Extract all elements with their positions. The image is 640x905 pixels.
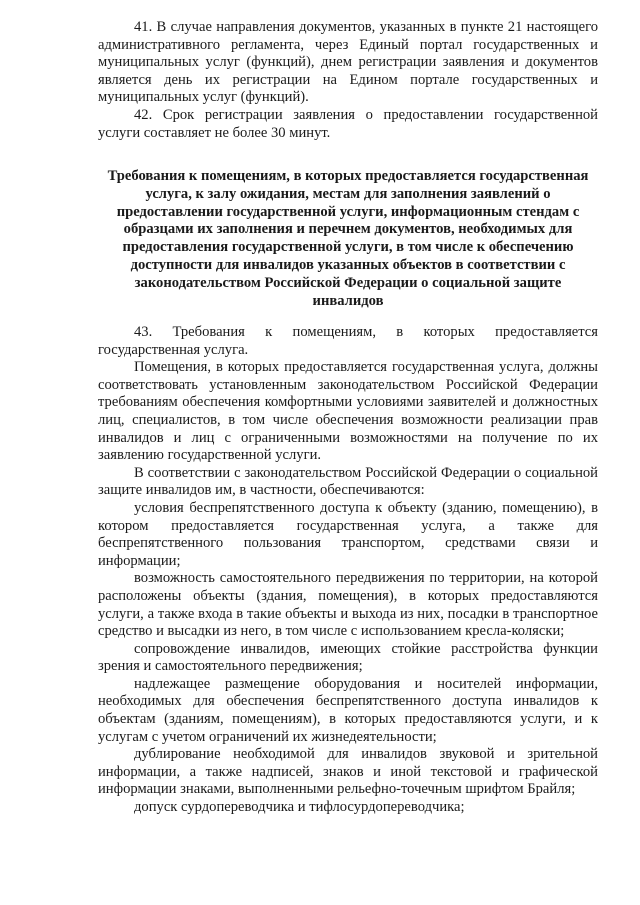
paragraph-41: 41. В случае направления документов, указанных в пункте 21 настоящего административного регламента, через Единый портал государственных и муниципальных услуг (функций), днем регистрации заявления и документов является день их регистрации на Едином портале государственных и муниципальных услуг (функций).	[98, 19, 598, 106]
paragraph-premises: Помещения, в которых предоставляется государственная услуга, должны соответствовать установленным законодательством Российской Федерации требованиям обеспечения комфортными условиями заявителей и должностных лиц, специалистов, в том числе обеспечения возможности реализации прав инвалидов и лиц с ограниченными возможностями на получение по их заявлению государственной услуги.	[98, 359, 598, 464]
list-item-information-duplication: дублирование необходимой для инвалидов звуковой и зрительной информации, а также надписей, знаков и иной текстовой и графической информации знаками, выполненными рельефно-точечным шрифтом Брайля;	[98, 746, 598, 798]
section-registration	[98, 19, 598, 142]
paragraph-43: 43. Требования к помещениям, в которых предоставляется государственная услуга.	[98, 324, 598, 358]
section-requirements	[98, 324, 598, 817]
list-item-equipment-placement: надлежащее размещение оборудования и носителей информации, необходимых для обеспечения беспрепятственного доступа инвалидов к объектам (зданиям, помещениям), в которых предоставляются услуги, и к услугам с учетом ограничений их жизнедеятельности;	[98, 675, 598, 745]
paragraph-42: 42. Срок регистрации заявления о предоставлении государственной услуги составляет не более 30 минут.	[98, 106, 598, 141]
paragraph-legislation: В соответствии с законодательством Российской Федерации о социальной защите инвалидов им, в частности, обеспечиваются:	[98, 464, 598, 499]
list-item-access-conditions: условия беспрепятственного доступа к объекту (зданию, помещению), в котором предоставляется государственная услуга, а также для беспрепятственного пользования транспортом, средствами связи и информации;	[98, 499, 598, 569]
section-heading: Требования к помещениям, в которых предоставляется государственная услуга, к залу ожидания, местам для заполнения заявлений о предоставлении государственной услуги, информационным стендам с образцами их заполнения и перечнем документов, необходимых для предоставления государственной услуги, в том числе к обеспечению доступности для инвалидов указанных объектов в соответствии с законодательством Российской Федерации о социальной защите инвалидов	[107, 168, 589, 309]
list-item-independent-movement: возможность самостоятельного передвижения по территории, на которой расположены объекты (здания, помещения), в которых предоставляются услуги, а также входа в такие объекты и выхода из них, посадки в транспортное средство и высадки из него, в том числе с использованием кресла-коляски;	[98, 570, 598, 640]
list-item-escort: сопровождение инвалидов, имеющих стойкие расстройства функции зрения и самостоятельного передвижения;	[98, 640, 598, 675]
list-item-interpreter-admission: допуск сурдопереводчика и тифлосурдопереводчика;	[134, 799, 465, 816]
